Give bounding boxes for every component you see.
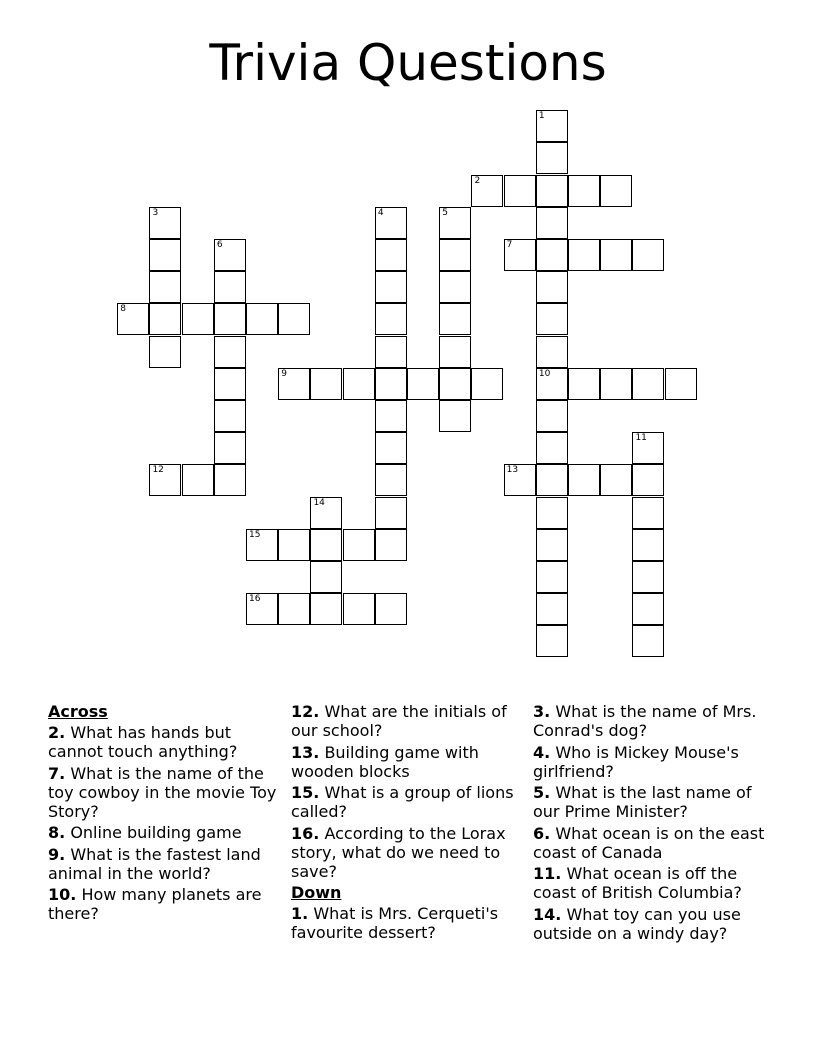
across-clue [48,845,283,883]
grid-cell[interactable] [632,529,664,561]
grid-cell[interactable] [536,271,568,303]
clue-number: 8. [48,823,66,842]
clue-number: 5. [533,783,551,802]
grid-cell[interactable] [632,497,664,529]
grid-cell[interactable] [278,529,310,561]
grid-cell[interactable] [536,336,568,368]
across-clue [291,743,526,781]
clue-number: 11. [533,864,562,883]
grid-cell[interactable] [439,207,471,239]
grid-cell[interactable] [536,175,568,207]
clue-text: What is the last name of our Prime Minister? [533,783,752,821]
grid-cell[interactable] [278,303,310,335]
across-clue [48,723,283,761]
clue-text: What ocean is off the coast of British Columbia? [533,864,742,902]
grid-cell[interactable] [246,303,278,335]
grid-cell[interactable] [214,464,246,496]
cell-number: 7 [506,240,513,251]
grid-cell[interactable] [182,303,214,335]
cell-number: 15 [249,529,261,540]
grid-cell[interactable] [536,561,568,593]
grid-cell[interactable] [375,303,407,335]
grid-cell[interactable] [439,336,471,368]
grid-cell[interactable] [343,368,375,400]
grid-cell[interactable] [536,303,568,335]
grid-cell[interactable] [375,368,407,400]
cell-number: 8 [120,304,126,315]
grid-cell[interactable] [214,432,246,464]
grid-cell[interactable] [632,368,664,400]
grid-cell[interactable] [439,239,471,271]
down-clue [533,702,768,740]
grid-cell[interactable] [117,303,149,335]
cell-number: 9 [281,368,287,379]
grid-cell[interactable] [214,400,246,432]
clue-number: 7. [48,763,66,783]
grid-cell[interactable] [375,497,407,529]
down-clue [533,864,768,902]
cell-number: 4 [377,207,384,218]
grid-cell[interactable] [278,368,310,400]
across-clue [291,702,526,740]
down-header: Down [291,883,342,902]
grid-cell[interactable] [439,271,471,303]
clue-number: 6. [533,823,551,843]
cell-number: 1 [538,111,545,122]
grid-cell[interactable] [214,303,246,335]
down-clue [533,783,768,821]
grid-cell[interactable] [536,464,568,496]
across-clue [48,885,283,923]
grid-cell[interactable] [600,175,632,207]
grid-cell[interactable] [536,142,568,174]
clues-column-1 [48,702,283,926]
cell-number: 2 [474,175,481,186]
grid-cell[interactable] [504,175,536,207]
grid-cell[interactable] [536,432,568,464]
cell-number: 5 [442,207,448,218]
cell-number: 16 [249,594,261,605]
down-clue [533,743,768,781]
grid-cell[interactable] [632,625,664,657]
grid-cell[interactable] [310,593,342,625]
grid-cell[interactable] [536,239,568,271]
grid-cell[interactable] [536,207,568,239]
across-clue [48,764,283,821]
grid-cell[interactable] [182,464,214,496]
grid-cell[interactable] [310,561,342,593]
grid-cell[interactable] [375,207,407,239]
grid-cell[interactable] [278,593,310,625]
clue-text: Building game with wooden blocks [291,742,479,781]
down-clue [533,824,768,862]
grid-cell[interactable] [407,368,439,400]
grid-cell[interactable] [536,529,568,561]
clue-text: What is Mrs. Cerqueti's favourite dessert? [291,904,499,942]
grid-cell[interactable] [504,239,536,271]
clue-text: What is a group of lions called? [291,783,514,821]
grid-cell[interactable] [375,432,407,464]
cell-number: 6 [216,240,223,251]
grid-cell[interactable] [246,593,278,625]
grid-cell[interactable] [471,368,503,400]
clue-text: Online building game [70,823,242,842]
cell-number: 3 [152,207,159,218]
grid-cell[interactable] [214,271,246,303]
grid-cell[interactable] [375,529,407,561]
clue-number: 15. [291,783,320,802]
down-clue [533,905,768,943]
grid-cell[interactable] [149,271,181,303]
clue-number: 3. [533,702,551,721]
grid-cell[interactable] [536,368,568,400]
clue-text: What toy can you use outside on a windy day? [533,904,741,943]
clue-text: What is the fastest land animal in the world? [48,844,261,883]
grid-cell[interactable] [632,432,664,464]
clue-text: What are the initials of our school? [291,702,507,740]
cell-number: 13 [506,465,519,476]
grid-cell[interactable] [149,464,181,496]
clues-column-3 [533,702,768,945]
grid-cell[interactable] [632,239,664,271]
grid-cell[interactable] [375,400,407,432]
clue-number: 2. [48,723,66,742]
clue-text: How many planets are there? [48,885,262,923]
grid-cell[interactable] [536,497,568,529]
grid-cell[interactable] [632,561,664,593]
grid-cell[interactable] [665,368,697,400]
grid-cell[interactable] [568,368,600,400]
clue-number: 14. [533,904,562,924]
grid-cell[interactable] [536,593,568,625]
grid-cell[interactable] [536,400,568,432]
down-clue [291,904,526,942]
clues-column-2 [291,702,526,945]
clue-number: 4. [533,742,551,762]
grid-cell[interactable] [149,336,181,368]
grid-cell[interactable] [310,497,342,529]
clue-text: According to the Lorax story, what do we need to save? [291,823,506,881]
clue-number: 10. [48,885,77,904]
grid-cell[interactable] [568,239,600,271]
cell-number: 11 [635,433,647,444]
grid-cell[interactable] [375,271,407,303]
grid-cell[interactable] [310,529,342,561]
across-clue [291,783,526,821]
grid-cell[interactable] [439,400,471,432]
grid-cell[interactable] [504,464,536,496]
grid-cell[interactable] [149,303,181,335]
across-header: Across [48,702,108,721]
clue-text: What is the name of the toy cowboy in the movie Toy Story? [48,763,277,821]
grid-cell[interactable] [214,239,246,271]
grid-cell[interactable] [375,336,407,368]
clue-text: Who is Mickey Mouse's girlfriend? [533,742,739,781]
puzzle-title: Trivia Questions [209,34,607,92]
grid-cell[interactable] [439,303,471,335]
grid-cell[interactable] [600,368,632,400]
grid-cell[interactable] [471,175,503,207]
grid-cell[interactable] [214,336,246,368]
grid-cell[interactable] [149,207,181,239]
cell-number: 12 [152,465,164,476]
clue-number: 13. [291,742,320,762]
grid-cell[interactable] [343,593,375,625]
grid-cell[interactable] [600,464,632,496]
grid-cell[interactable] [600,239,632,271]
grid-cell[interactable] [310,368,342,400]
grid-cell[interactable] [149,239,181,271]
grid-cell[interactable] [536,625,568,657]
grid-cell[interactable] [375,593,407,625]
clue-number: 12. [291,702,320,721]
grid-cell[interactable] [375,464,407,496]
grid-cell[interactable] [246,529,278,561]
grid-cell[interactable] [214,368,246,400]
cell-number: 14 [313,497,325,508]
clue-number: 9. [48,844,66,864]
grid-cell[interactable] [536,110,568,142]
grid-cell[interactable] [568,464,600,496]
grid-cell[interactable] [375,239,407,271]
across-clue [291,824,526,881]
clue-text: What is the name of Mrs. Conrad's dog? [533,702,757,740]
clue-text: What has hands but cannot touch anything? [48,723,238,761]
clue-text: What ocean is on the east coast of Canada [533,823,765,862]
cell-number: 10 [538,368,551,379]
clue-number: 1. [291,904,309,923]
grid-cell[interactable] [632,593,664,625]
grid-cell[interactable] [343,529,375,561]
across-clue [48,823,283,842]
grid-cell[interactable] [439,368,471,400]
clue-number: 16. [291,823,320,843]
grid-cell[interactable] [568,175,600,207]
grid-cell[interactable] [632,464,664,496]
